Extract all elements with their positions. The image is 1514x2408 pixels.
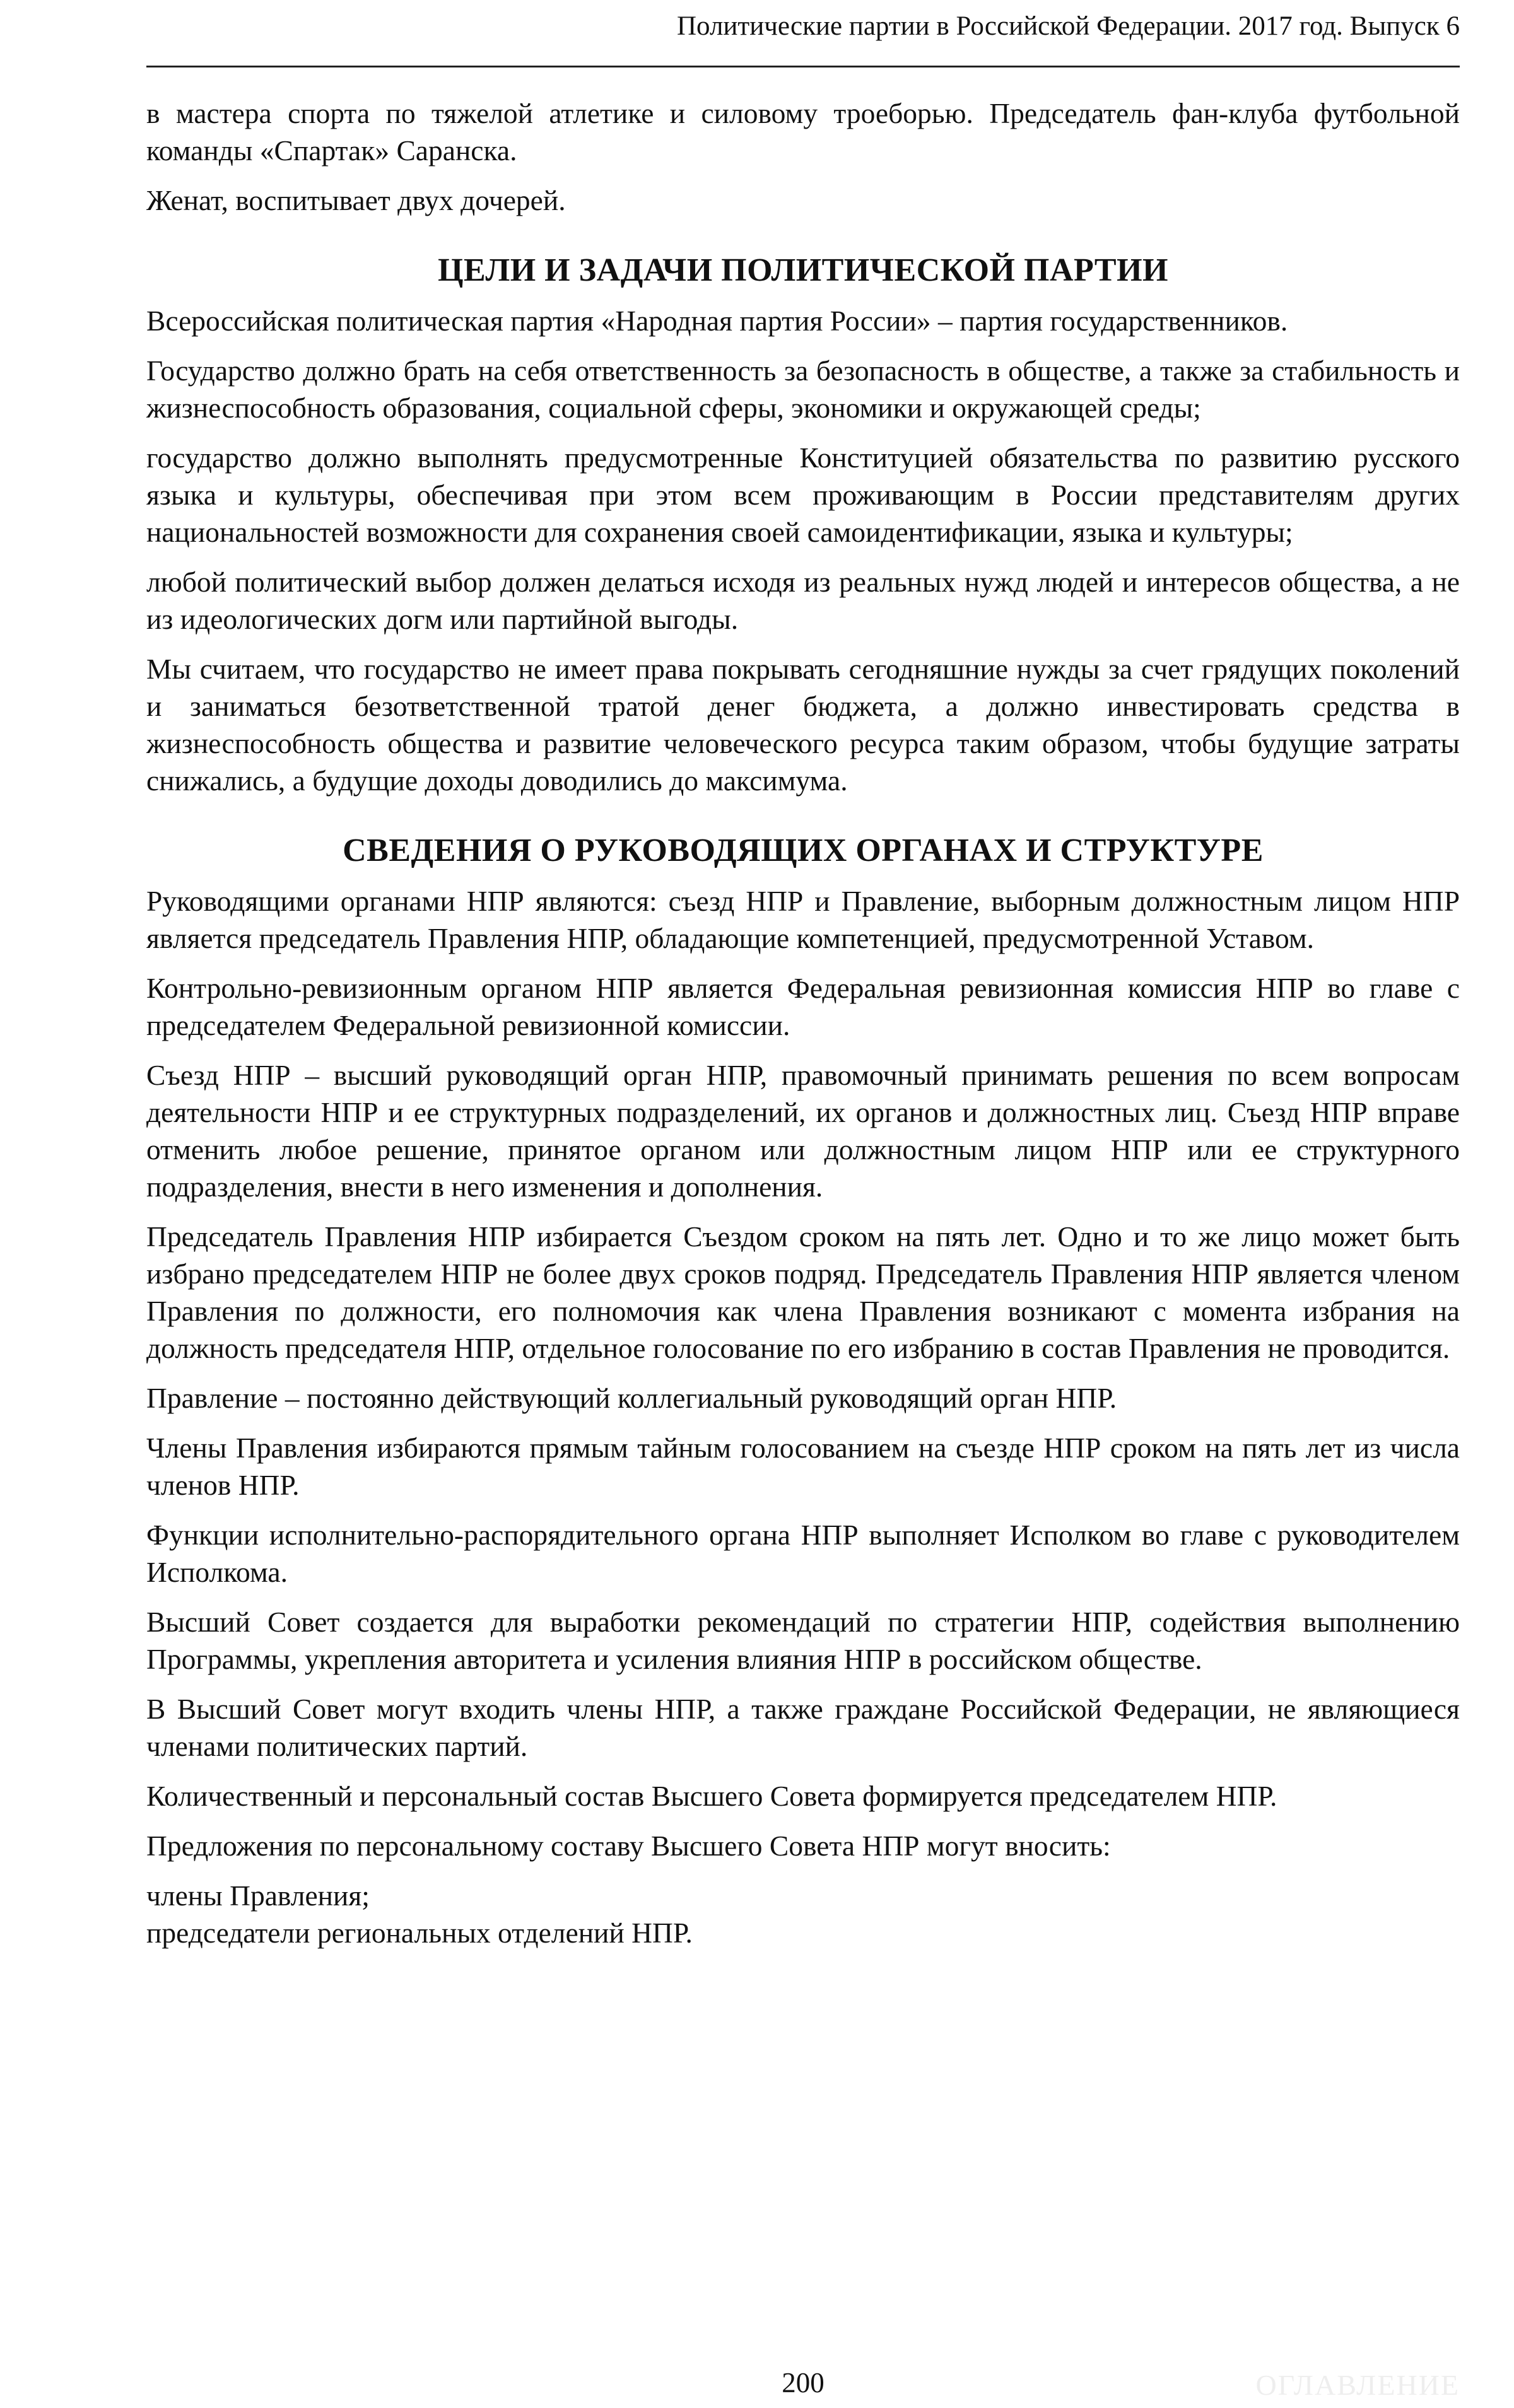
paragraph: Всероссийская политическая партия «Народная партия России» – партия государственников. (146, 305, 1288, 337)
paragraph: государство должно выполнять предусмотренные Конституцией обязательства по развитию русского языка и культуры, обеспечивая при этом всем проживающим в России представителям других национальностей возможности для сохранения своей самоидентификации, языка и культуры; (146, 441, 1460, 548)
paragraph: Мы считаем, что государство не имеет права покрывать сегодняшние нужды за счет грядущих поколений и заниматься безответственной тратой денег бюджета, а должно инвестировать средства в жизнеспособность общества и развитие человеческого ресурса таким образом, чтобы будущие затраты снижались, а будущие доходы доводились до максимума. (146, 653, 1460, 797)
page-body (146, 95, 1460, 1964)
paragraph: в мастера спорта по тяжелой атлетике и силовому троеборью. Председатель фан-клуба футбольной команды «Спартак» Саранска. (146, 97, 1460, 167)
paragraph: Члены Правления избираются прямым тайным голосованием на съезде НПР сроком на пять лет из числа членов НПР. (146, 1432, 1460, 1501)
paragraph: Количественный и персональный состав Высшего Совета формируется председателем НПР. (146, 1780, 1277, 1812)
paragraph: любой политический выбор должен делаться исходя из реальных нужд людей и интересов общества, а не из идеологических догм или партийной выгоды. (146, 566, 1460, 635)
header-divider (146, 66, 1460, 67)
list-item: члены Правления; (146, 1879, 370, 1912)
table-of-contents-link[interactable]: ОГЛАВЛЕНИЕ (1255, 2369, 1460, 2401)
paragraph: В Высший Совет могут входить члены НПР, а также граждане Российской Федерации, не являющиеся членами политических партий. (146, 1693, 1460, 1762)
running-header: Политические партии в Российской Федерации. 2017 год. Выпуск 6 (676, 11, 1460, 41)
paragraph: Функции исполнительно-распорядительного органа НПР выполняет Исполком во главе с руководителем Исполкома. (146, 1519, 1460, 1588)
list-block (146, 1877, 1460, 1951)
section-heading-goals: ЦЕЛИ И ЗАДАЧИ ПОЛИТИЧЕСКОЙ ПАРТИИ (438, 252, 1168, 288)
paragraph: Съезд НПР – высший руководящий орган НПР, правомочный принимать решения по всем вопросам деятельности НПР и ее структурных подразделений, их органов и должностных лиц. Съезд НПР вправе отменить любое решение, принятое органом или должностным лицом НПР или ее структурного подразделения, внести в него изменения и дополнения. (146, 1059, 1460, 1203)
paragraph: Правление – постоянно действующий коллегиальный руководящий орган НПР. (146, 1382, 1117, 1414)
document-page (146, 0, 1460, 2408)
section-heading-structure: СВЕДЕНИЯ О РУКОВОДЯЩИХ ОРГАНАХ И СТРУКТУРЕ (343, 833, 1264, 868)
page-number: 200 (782, 2367, 824, 2399)
paragraph: Женат, воспитывает двух дочерей. (146, 184, 566, 216)
paragraph: Предложения по персональному составу Высшего Совета НПР могут вносить: (146, 1830, 1111, 1862)
paragraph: Председатель Правления НПР избирается Съездом сроком на пять лет. Одно и то же лицо может быть избрано председателем НПР не более двух сроков подряд. Председатель Правления НПР является членом Правления по должности, его полномочия как члена Правления возникают с момента избрания на должность председателя НПР, отдельное голосование по его избранию в состав Правления не проводится. (146, 1220, 1460, 1364)
paragraph: Высший Совет создается для выработки рекомендаций по стратегии НПР, содействия выполнению Программы, укрепления авторитета и усиления влияния НПР в российском обществе. (146, 1606, 1460, 1675)
paragraph: Руководящими органами НПР являются: съезд НПР и Правление, выборным должностным лицом НПР является председатель Правления НПР, обладающие компетенцией, предусмотренной Уставом. (146, 885, 1460, 954)
list-item: председатели региональных отделений НПР. (146, 1917, 693, 1949)
paragraph: Контрольно-ревизионным органом НПР является Федеральная ревизионная комиссия НПР во главе с председателем Федеральной ревизионной комиссии. (146, 972, 1460, 1041)
paragraph: Государство должно брать на себя ответственность за безопасность в обществе, а также за стабильность и жизнеспособность образования, социальной сферы, экономики и окружающей среды; (146, 354, 1460, 424)
